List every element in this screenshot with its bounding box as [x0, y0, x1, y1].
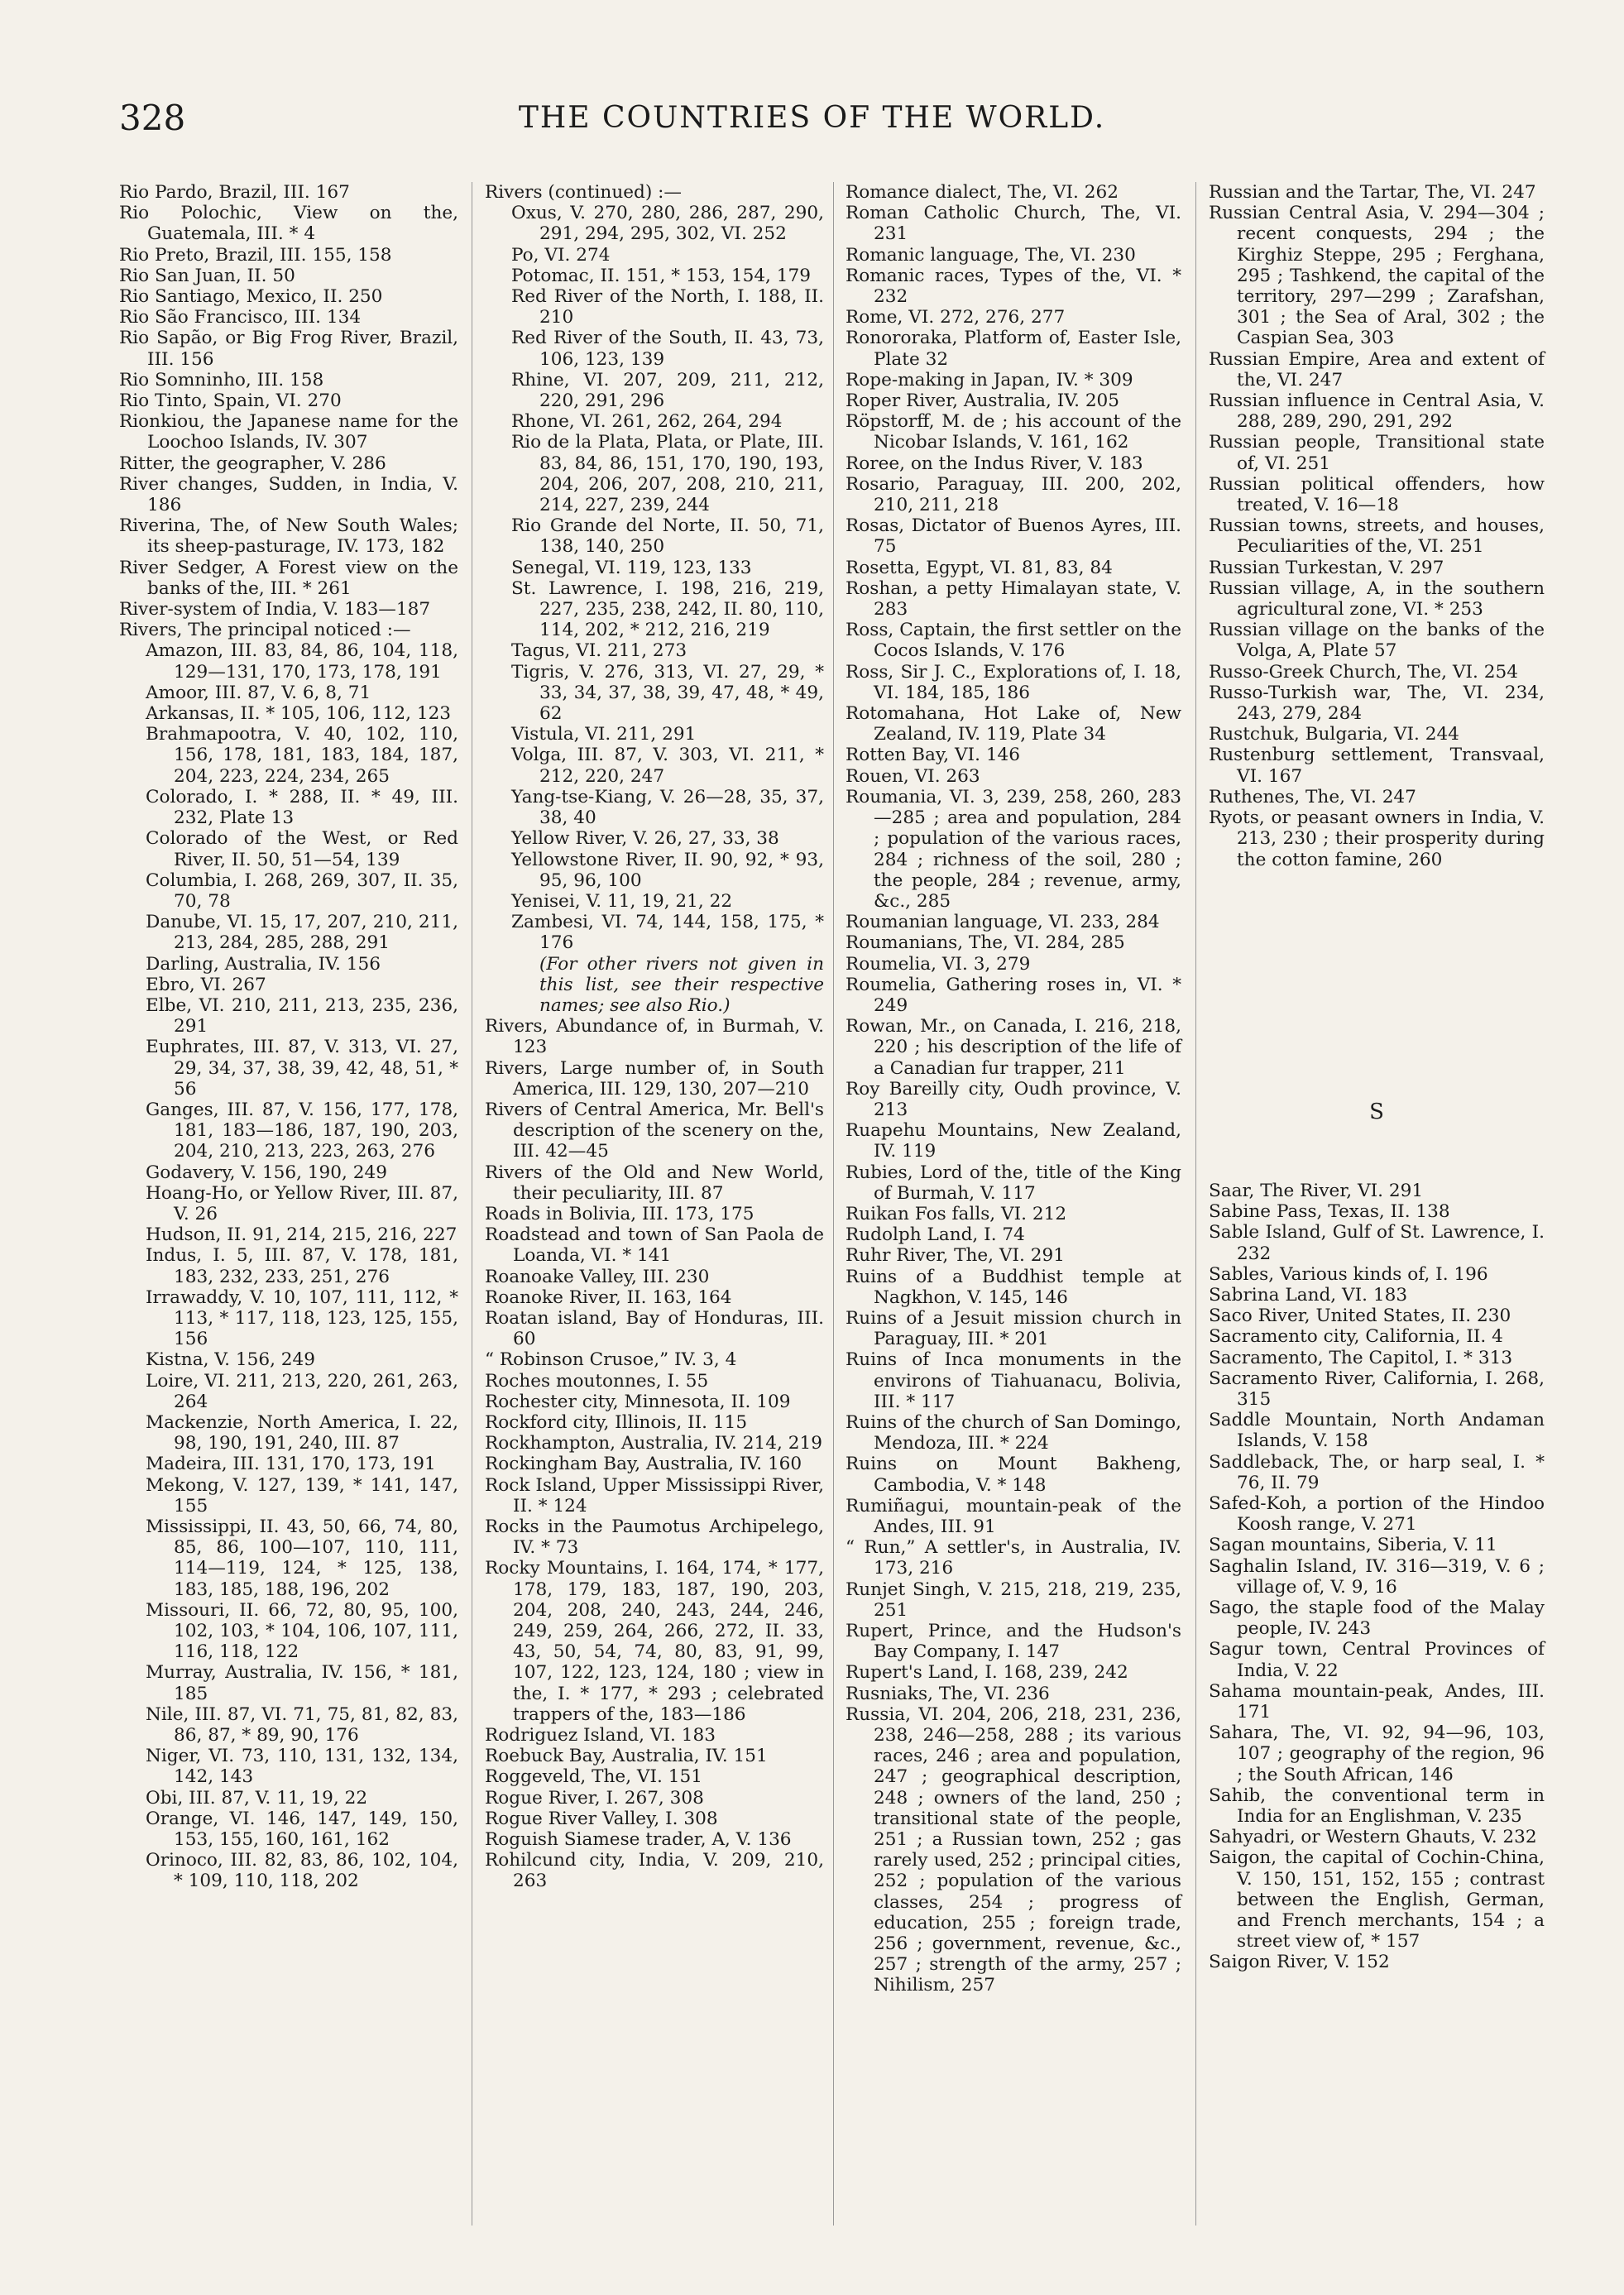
index-entry: Russian towns, streets, and houses, Peculiarities of the, VI. 251 — [1209, 515, 1545, 558]
index-subentry: Zambesi, VI. 74, 144, 158, 175, * 176 — [511, 912, 824, 954]
index-subentry: Colorado, I. * 288, II. * 49, III. 232, Plate 13 — [146, 786, 458, 829]
index-entry: Roumelia, VI. 3, 279 — [846, 953, 1031, 975]
index-subentry: Po, VI. 274 — [511, 244, 611, 266]
index-entry: Roads in Bolivia, III. 173, 175 — [485, 1203, 755, 1224]
index-entry: River Sedger, A Forest view on the banks of the, III. * 261 — [119, 557, 458, 599]
index-column-3 — [846, 182, 1181, 1996]
index-subentry: Orange, VI. 146, 147, 149, 150, 153, 155, 160, 161, 162 — [146, 1808, 458, 1851]
index-subentry: Missouri, II. 66, 72, 80, 95, 100, 102, 103, * 104, 106, 107, 111, 116, 118, 122 — [146, 1599, 458, 1663]
index-entry: Ross, Captain, the first settler on the Cocos Islands, V. 176 — [846, 620, 1181, 662]
index-entry: Roumania, VI. 3, 239, 258, 260, 283—285 ; area and population, 284 ; population of the various races, 284 ; richness of the soil, 280 ; the people, 284 ; revenue, army, &c., 285 — [846, 786, 1181, 912]
index-subentry: Kistna, V. 156, 249 — [146, 1349, 316, 1371]
index-entry: Rudolph Land, I. 74 — [846, 1224, 1025, 1246]
index-entry: Runjet Singh, V. 215, 218, 219, 235, 251 — [846, 1579, 1181, 1621]
index-subentry: Elbe, VI. 210, 211, 213, 235, 236, 291 — [146, 994, 458, 1037]
index-entry: Safed-Koh, a portion of the Hindoo Koosh range, V. 271 — [1209, 1492, 1545, 1536]
index-entry: River changes, Sudden, in India, V. 186 — [119, 473, 458, 516]
index-entry: Roumanians, The, VI. 284, 285 — [846, 932, 1125, 954]
index-subentry: Rio Grande del Norte, II. 50, 71, 138, 140, 250 — [511, 515, 824, 558]
index-entry: Sahyadri, or Western Ghauts, V. 232 — [1209, 1827, 1537, 1848]
index-entry: Sacramento, The Capitol, I. * 313 — [1209, 1347, 1513, 1368]
index-entry: Rockhampton, Australia, IV. 214, 219 — [485, 1433, 822, 1454]
index-entry: Ryots, or peasant owners in India, V. 213, 230 ; their prosperity during the cotton famine, 260 — [1209, 807, 1545, 870]
index-entry: River-system of India, V. 183—187 — [119, 599, 431, 620]
index-entry: Ronororaka, Platform of, Easter Isle, Plate 32 — [846, 328, 1181, 370]
index-entry: Sacramento city, California, II. 4 — [1209, 1326, 1503, 1348]
index-entry: Rio San Juan, II. 50 — [119, 265, 295, 286]
index-subentry: Indus, I. 5, III. 87, V. 178, 181, 183, 232, 233, 251, 276 — [146, 1245, 458, 1287]
index-entry: Ruikan Fos falls, VI. 212 — [846, 1203, 1067, 1224]
index-entry: Röpstorff, M. de ; his account of the Nicobar Islands, V. 161, 162 — [846, 411, 1181, 453]
index-entry: Rio Tinto, Spain, VI. 270 — [119, 390, 342, 412]
index-entry: Russian village on the banks of the Volga, A, Plate 57 — [1209, 620, 1545, 662]
index-subentry: Madeira, III. 131, 170, 173, 191 — [146, 1454, 436, 1475]
index-entry: Sago, the staple food of the Malay people, IV. 243 — [1209, 1597, 1545, 1640]
index-entry: Saco River, United States, II. 230 — [1209, 1306, 1511, 1327]
index-entry: Roumelia, Gathering roses in, VI. * 249 — [846, 974, 1181, 1016]
index-entry: Sables, Various kinds of, I. 196 — [1209, 1263, 1488, 1285]
index-subentry: Loire, VI. 211, 213, 220, 261, 263, 264 — [146, 1370, 458, 1412]
index-entry: Rio Preto, Brazil, III. 155, 158 — [119, 244, 392, 266]
index-column-1 — [119, 182, 458, 1892]
index-subentry: Senegal, VI. 119, 123, 133 — [511, 557, 752, 578]
index-entry: Saar, The River, VI. 291 — [1209, 1180, 1424, 1201]
index-entry: Rio Polochic, View on the, Guatemala, III. * 4 — [119, 203, 458, 245]
index-entry: Ruins of Inca monuments in the environs of Tiahuanacu, Bolivia, III. * 117 — [846, 1349, 1181, 1412]
index-subentry: Darling, Australia, IV. 156 — [146, 953, 381, 975]
index-entry: Russian political offenders, how treated, V. 16—18 — [1209, 473, 1545, 516]
index-entry: Rosario, Paraguay, III. 200, 202, 210, 211, 218 — [846, 473, 1181, 516]
index-subentry: Nile, III. 87, VI. 71, 75, 81, 82, 83, 86, 87, * 89, 90, 176 — [146, 1703, 458, 1746]
index-entry: Sagan mountains, Siberia, V. 11 — [1209, 1535, 1497, 1556]
index-entry: Russian village, A, in the southern agricultural zone, VI. * 253 — [1209, 577, 1545, 620]
index-subentry: Godavery, V. 156, 190, 249 — [146, 1162, 387, 1183]
index-entry: Rosetta, Egypt, VI. 81, 83, 84 — [846, 557, 1113, 578]
index-entry: Russian and the Tartar, The, VI. 247 — [1209, 182, 1536, 203]
page-header — [0, 98, 1624, 147]
index-entry: Rivers of the Old and New World, their peculiarity, III. 87 — [485, 1162, 824, 1204]
index-entry: Ruins of the church of San Domingo, Mendoza, III. * 224 — [846, 1411, 1181, 1454]
index-subentry: Red River of the South, II. 43, 73, 106, 123, 139 — [511, 328, 824, 370]
index-entry: Roman Catholic Church, The, VI. 231 — [846, 203, 1181, 245]
index-entry: Rocky Mountains, I. 164, 174, * 177, 178, 179, 183, 187, 190, 203, 204, 208, 240, 243, 244, 246, 249, 259, 264, 266, 272, II. 33, 43, 50, 54, 74, 80, 83, 91, 99, 107, 122, 123, 124, 180 ; view in the, I. * 177, * 293 ; celebrated trappers of the, 183—186 — [485, 1558, 824, 1725]
index-entry: Saigon, the capital of Cochin-China, V. 150, 151, 152, 155 ; contrast between the English, German, and French merchants, 154 ; a street view of, * 157 — [1209, 1847, 1545, 1952]
index-subentry: Vistula, VI. 211, 291 — [511, 724, 697, 745]
index-subentry: Orinoco, III. 82, 83, 86, 102, 104, * 109, 110, 118, 202 — [146, 1850, 458, 1892]
index-subentry: Amazon, III. 83, 84, 86, 104, 118, 129—131, 170, 173, 178, 191 — [146, 640, 458, 683]
index-subentry: Murray, Australia, IV. 156, * 181, 185 — [146, 1662, 458, 1704]
index-entry: Saddle Mountain, North Andaman Islands, V. 158 — [1209, 1410, 1545, 1452]
index-entry: Ross, Sir J. C., Explorations of, I. 18, VI. 184, 185, 186 — [846, 661, 1181, 703]
index-subentry: Yellowstone River, II. 90, 92, * 93, 95, 96, 100 — [511, 849, 824, 891]
index-subentry: Hoang-Ho, or Yellow River, III. 87, V. 26 — [146, 1182, 458, 1224]
index-entry: Riverina, The, of New South Wales; its sheep-pasturage, IV. 173, 182 — [119, 515, 458, 558]
index-entry: Rustchuk, Bulgaria, VI. 244 — [1209, 724, 1459, 745]
index-entry: Rotomahana, Hot Lake of, New Zealand, IV. 119, Plate 34 — [846, 703, 1181, 745]
index-entry: Ruthenes, The, VI. 247 — [1209, 786, 1416, 807]
index-entry: Rockingham Bay, Australia, IV. 160 — [485, 1454, 802, 1475]
index-entry: Rowan, Mr., on Canada, I. 216, 218, 220 ; his description of the life of a Canadian fur trapper, 211 — [846, 1016, 1181, 1079]
index-subentry: St. Lawrence, I. 198, 216, 219, 227, 235, 238, 242, II. 80, 110, 114, 202, * 212, 216, 219 — [511, 577, 824, 641]
index-subentry: Yang-tse-Kiang, V. 26—28, 35, 37, 38, 40 — [511, 786, 824, 829]
index-entry: Roanoke River, II. 163, 164 — [485, 1286, 732, 1308]
index-entry: Sacramento River, California, I. 268, 315 — [1209, 1368, 1545, 1410]
index-entry: Rupert's Land, I. 168, 239, 242 — [846, 1662, 1128, 1684]
index-entry: Sabine Pass, Texas, II. 138 — [1209, 1201, 1450, 1223]
index-entry: Roches moutonnes, I. 55 — [485, 1370, 709, 1392]
index-entry: Russian people, Transitional state of, VI. 251 — [1209, 432, 1545, 474]
index-subentry: Volga, III. 87, V. 303, VI. 211, * 212, 220, 247 — [511, 745, 824, 787]
index-entry: Ritter, the geographer, V. 286 — [119, 453, 386, 474]
index-entry: Russo-Turkish war, The, VI. 234, 243, 279, 284 — [1209, 682, 1545, 725]
index-subentry: Tigris, V. 276, 313, VI. 27, 29, * 33, 34, 37, 38, 39, 47, 48, * 49, 62 — [511, 661, 824, 725]
index-entry: Rogue River Valley, I. 308 — [485, 1808, 718, 1829]
index-entry: Rockford city, Illinois, II. 115 — [485, 1411, 748, 1433]
index-entry: Rome, VI. 272, 276, 277 — [846, 307, 1066, 328]
index-entry: Russian Central Asia, V. 294—304 ; recent conquests, 294 ; the Kirghiz Steppe, 295 ; Ferghana, 295 ; Tashkend, the capital of the territory, 297—299 ; Zarafshan, 301 ; the Sea of Aral, 302 ; the Caspian Sea, 303 — [1209, 203, 1545, 349]
index-entry: Roy Bareilly city, Oudh province, V. 213 — [846, 1078, 1181, 1120]
index-entry: Sahama mountain-peak, Andes, III. 171 — [1209, 1680, 1545, 1722]
index-subentry: Mekong, V. 127, 139, * 141, 147, 155 — [146, 1474, 458, 1516]
index-subentry: Niger, VI. 73, 110, 131, 132, 134, 142, 143 — [146, 1746, 458, 1788]
index-subentry: Rhine, VI. 207, 209, 211, 212, 220, 291, 296 — [511, 369, 824, 412]
index-entry: Roper River, Australia, IV. 205 — [846, 390, 1120, 412]
index-entry: Roguish Siamese trader, A, V. 136 — [485, 1829, 792, 1851]
index-entry: Ruins of a Buddhist temple at Nagkhon, V. 145, 146 — [846, 1266, 1181, 1308]
index-subentry: Potomac, II. 151, * 153, 154, 179 — [511, 265, 812, 286]
index-entry: Romanic language, The, VI. 230 — [846, 244, 1136, 266]
index-subentry: Red River of the North, I. 188, II. 210 — [511, 286, 824, 328]
index-subentry: Yenisei, V. 11, 19, 21, 22 — [511, 890, 733, 912]
index-entry: Rio Sapão, or Big Frog River, Brazil, III. 156 — [119, 328, 458, 370]
index-entry: Rivers, The principal noticed :— — [119, 620, 411, 641]
index-subentry: Yellow River, V. 26, 27, 33, 38 — [511, 828, 779, 850]
index-column-2 — [485, 182, 824, 1892]
index-entry: Rionkiou, the Japanese name for the Loochoo Islands, IV. 307 — [119, 411, 458, 453]
index-entry: Sable Island, Gulf of St. Lawrence, I. 232 — [1209, 1222, 1545, 1264]
index-entry: Rivers, Abundance of, in Burmah, V. 123 — [485, 1016, 824, 1058]
index-entry: Roumanian language, VI. 233, 284 — [846, 912, 1160, 933]
index-entry: Rogue River, I. 267, 308 — [485, 1787, 704, 1809]
index-entry: Rivers of Central America, Mr. Bell's description of the scenery on the, III. 42—45 — [485, 1099, 824, 1162]
index-entry: Rosas, Dictator of Buenos Ayres, III. 75 — [846, 515, 1181, 558]
column-divider — [833, 182, 834, 2226]
index-entry: Rouen, VI. 263 — [846, 765, 980, 787]
index-entry: Ruins of a Jesuit mission church in Paraguay, III. * 201 — [846, 1307, 1181, 1350]
index-entry: “ Robinson Crusoe,” IV. 3, 4 — [485, 1349, 737, 1371]
index-entry: Russia, VI. 204, 206, 218, 231, 236, 238, 246—258, 288 ; its various races, 246 ; area and population, 247 ; geographical description, 248 ; owners of the land, 250 ; transitional state of the people, 251 ; a Russian town, 252 ; gas rarely used, 252 ; principal cities, 252 ; population of the various classes, 254 ; progress of education, 255 ; foreign trade, 256 ; government, revenue, &c., 257 ; strength of the army, 257 ; Nihilism, 257 — [846, 1703, 1181, 1996]
index-entry: Roatan island, Bay of Honduras, III. 60 — [485, 1307, 824, 1350]
index-entry: Rio Somninho, III. 158 — [119, 369, 324, 390]
page-number: 328 — [119, 98, 186, 138]
index-entry: Rio São Francisco, III. 134 — [119, 307, 362, 328]
index-entry: Rochester city, Minnesota, II. 109 — [485, 1391, 791, 1412]
index-entry: Ruapehu Mountains, New Zealand, IV. 119 — [846, 1120, 1181, 1162]
index-column-4 — [1209, 182, 1545, 1973]
index-subentry: Mississippi, II. 43, 50, 66, 74, 80, 85, 86, 100—107, 110, 111, 114—119, 124, * 125, 138, 183, 185, 188, 196, 202 — [146, 1516, 458, 1600]
index-entry: Rusniaks, The, VI. 236 — [846, 1683, 1050, 1704]
index-entry: Rio Pardo, Brazil, III. 167 — [119, 182, 350, 203]
index-entry: “ Run,” A settler's, in Australia, IV. 173, 216 — [846, 1537, 1181, 1579]
index-entry: Russian influence in Central Asia, V. 288, 289, 290, 291, 292 — [1209, 390, 1545, 433]
index-entry: Rodriguez Island, VI. 183 — [485, 1725, 716, 1746]
index-subentry: Danube, VI. 15, 17, 207, 210, 211, 213, 284, 285, 288, 291 — [146, 912, 458, 954]
index-entry: Ruins on Mount Bakheng, Cambodia, V. * 148 — [846, 1454, 1181, 1496]
index-entry: Saigon River, V. 152 — [1209, 1952, 1390, 1973]
index-entry: Roadstead and town of San Paola de Loanda, VI. * 141 — [485, 1224, 824, 1267]
index-entry: Rivers, Large number of, in South America, III. 129, 130, 207—210 — [485, 1057, 824, 1100]
index-entry: Sabrina Land, VI. 183 — [1209, 1284, 1408, 1306]
index-subentry: Ebro, VI. 267 — [146, 974, 266, 995]
index-entry: Russian Turkestan, V. 297 — [1209, 557, 1444, 578]
index-entry: Roree, on the Indus River, V. 183 — [846, 453, 1143, 474]
index-entry: Romance dialect, The, VI. 262 — [846, 182, 1119, 203]
index-subentry: Mackenzie, North America, I. 22, 98, 190, 191, 240, III. 87 — [146, 1411, 458, 1454]
index-entry: Russian Empire, Area and extent of the, VI. 247 — [1209, 348, 1545, 390]
index-entry: Rivers (continued) :— — [485, 182, 682, 203]
index-subentry: Obi, III. 87, V. 11, 19, 22 — [146, 1787, 368, 1809]
index-subentry: Irrawaddy, V. 10, 107, 111, 112, * 113, * 117, 118, 123, 125, 155, 156 — [146, 1286, 458, 1350]
index-entry: Rotten Bay, VI. 146 — [846, 745, 1021, 766]
index-entry: Rio Santiago, Mexico, II. 250 — [119, 286, 383, 308]
index-entry: Rubies, Lord of the, title of the King of Burmah, V. 117 — [846, 1162, 1181, 1204]
index-subentry: Rhone, VI. 261, 262, 264, 294 — [511, 411, 783, 433]
index-subentry: Columbia, I. 268, 269, 307, II. 35, 70, 78 — [146, 870, 458, 912]
index-entry: Rope-making in Japan, IV. * 309 — [846, 369, 1133, 390]
page-title: THE COUNTRIES OF THE WORLD. — [518, 101, 1106, 135]
index-entry: Sahara, The, VI. 92, 94—96, 103, 107 ; geography of the region, 96 ; the South African, 146 — [1209, 1722, 1545, 1785]
index-entry: Saddleback, The, or harp seal, I. * 76, II. 79 — [1209, 1451, 1545, 1493]
index-subentry: Brahmapootra, V. 40, 102, 110, 156, 178, 181, 183, 184, 187, 204, 223, 224, 234, 265 — [146, 724, 458, 787]
index-entry: Saghalin Island, IV. 316—319, V. 6 ; village of, V. 9, 16 — [1209, 1555, 1545, 1598]
index-subentry: Hudson, II. 91, 214, 215, 216, 227 — [146, 1224, 457, 1246]
index-subentry: Colorado of the West, or Red River, II. 50, 51—54, 139 — [146, 828, 458, 870]
section-letter: S — [1369, 1099, 1384, 1124]
index-subentry: Amoor, III. 87, V. 6, 8, 71 — [146, 682, 371, 703]
index-entry: Rock Island, Upper Mississippi River, II. * 124 — [485, 1474, 824, 1516]
index-entry: Russo-Greek Church, The, VI. 254 — [1209, 661, 1518, 683]
index-entry: Romanic races, Types of the, VI. * 232 — [846, 265, 1181, 308]
index-entry: Rocks in the Paumotus Archipelego, IV. * 73 — [485, 1516, 824, 1559]
index-entry: Ruhr River, The, VI. 291 — [846, 1245, 1065, 1267]
index-subentry: Rio de la Plata, Plata, or Plate, III. 83, 84, 86, 151, 170, 190, 193, 204, 206, 207, 208, 210, 211, 214, 227, 239, 244 — [511, 432, 824, 516]
index-entry: Rupert, Prince, and the Hudson's Bay Company, I. 147 — [846, 1621, 1181, 1663]
index-entry: Roebuck Bay, Australia, IV. 151 — [485, 1746, 768, 1767]
column-divider — [1195, 182, 1196, 2226]
index-note: (For other rivers not given in this list, see their respective names; see also Rio.) — [539, 953, 824, 1016]
index-subentry: Ganges, III. 87, V. 156, 177, 178, 181, 183—186, 187, 190, 203, 204, 210, 213, 223, 263, 276 — [146, 1099, 458, 1162]
index-subentry: Oxus, V. 270, 280, 286, 287, 290, 291, 294, 295, 302, VI. 252 — [511, 203, 824, 245]
index-entry: Rustenburg settlement, Transvaal, VI. 167 — [1209, 745, 1545, 787]
index-entry: Roanoake Valley, III. 230 — [485, 1266, 710, 1287]
index-entry: Sahib, the conventional term in India for an Englishman, V. 235 — [1209, 1785, 1545, 1827]
index-entry: Sagur town, Central Provinces of India, V. 22 — [1209, 1639, 1545, 1681]
index-subentry: Euphrates, III. 87, V. 313, VI. 27, 29, 34, 37, 38, 39, 42, 48, 51, * 56 — [146, 1037, 458, 1100]
index-subentry: Tagus, VI. 211, 273 — [511, 640, 687, 662]
index-subentry: Arkansas, II. * 105, 106, 112, 123 — [146, 703, 452, 725]
index-entry: Roshan, a petty Himalayan state, V. 283 — [846, 577, 1181, 620]
index-entry: Rohilcund city, India, V. 209, 210, 263 — [485, 1850, 824, 1892]
index-entry: Roggeveld, The, VI. 151 — [485, 1766, 703, 1788]
index-entry: Rumiñagui, mountain-peak of the Andes, III. 91 — [846, 1495, 1181, 1537]
